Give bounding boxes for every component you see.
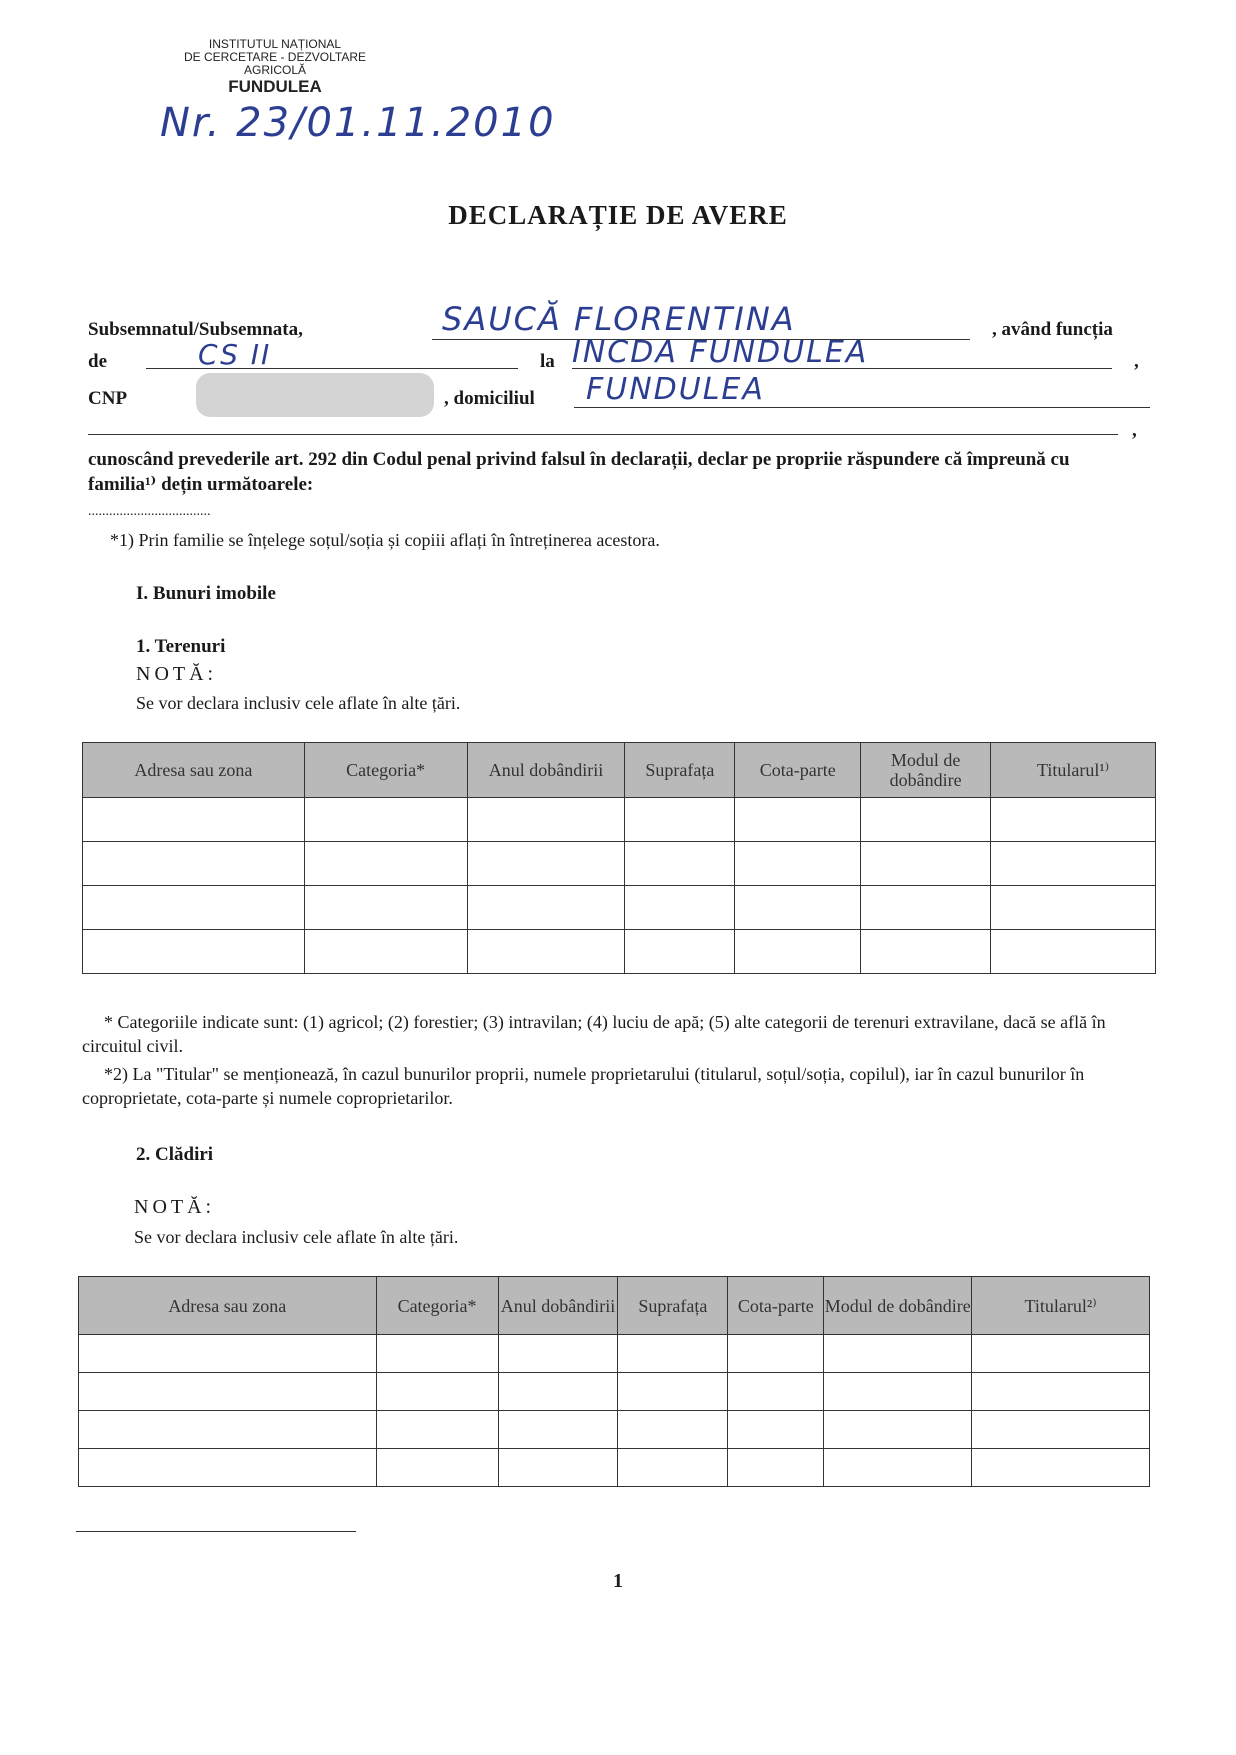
table-cell (79, 1411, 377, 1449)
cnp-label: CNP (88, 388, 128, 409)
table-cell (498, 1449, 618, 1487)
table-cell (376, 1411, 498, 1449)
table-cell (83, 886, 305, 930)
table-cell (304, 930, 467, 974)
table-cell (467, 886, 625, 930)
col-header: Titularul¹⁾ (991, 743, 1156, 798)
table-cell (618, 1335, 728, 1373)
table-row (79, 1411, 1150, 1449)
table-cell (304, 798, 467, 842)
table-cell (824, 1373, 972, 1411)
footnote-separator (76, 1531, 356, 1532)
table-cell (735, 886, 861, 930)
institution-stamp (150, 38, 400, 97)
section-bunuri-imobile: I. Bunuri imobile (136, 583, 276, 604)
stamp-line-2: DE CERCETARE - DEZVOLTARE (183, 50, 367, 64)
table-cell (79, 1449, 377, 1487)
col-header: Categoria* (376, 1277, 498, 1335)
col-header: Anul dobândirii (467, 743, 625, 798)
table-cell (735, 842, 861, 886)
col-header: Adresa sau zona (83, 743, 305, 798)
table-cell (618, 1373, 728, 1411)
table-cell (83, 798, 305, 842)
name-value: SAUCĂ FLORENTINA (442, 300, 796, 338)
table-cell (83, 930, 305, 974)
col-header: Modul de dobândire (861, 743, 991, 798)
table-cell (625, 842, 735, 886)
col-header: Cota-parte (735, 743, 861, 798)
table-cell (467, 842, 625, 886)
avand-functia-label: , având funcția (992, 319, 1113, 340)
stamp-line-3: AGRICOLĂ (243, 63, 306, 77)
de-label: de (88, 351, 107, 372)
col-header: Cota-parte (728, 1277, 824, 1335)
table-header-row (83, 743, 1156, 798)
table-cell (304, 842, 467, 886)
table-cell (824, 1411, 972, 1449)
footnote-family: *1) Prin familie se înțelege soțul/soția și copiii aflați în întreținerea acestora. (110, 530, 660, 550)
table-row (79, 1335, 1150, 1373)
table-cell (991, 842, 1156, 886)
col-header: Modul de dobândire (824, 1277, 972, 1335)
table-cell (728, 1449, 824, 1487)
declaration-text: cunoscând prevederile art. 292 din Codul penal privind falsul în declarații, declar pe propriie răspundere că împreună cu familia¹⁾ dețin următoarele: (88, 449, 1070, 495)
table-cell (728, 1373, 824, 1411)
table-cell (861, 842, 991, 886)
table-cell (625, 886, 735, 930)
table-row (79, 1449, 1150, 1487)
table-cell (861, 886, 991, 930)
domiciliul-label: , domiciliul (444, 388, 535, 409)
table-cell (824, 1449, 972, 1487)
subsemnatul-label: Subsemnatul/Subsemnata, (88, 319, 303, 340)
table-cell (824, 1335, 972, 1373)
table-row (83, 842, 1156, 886)
table-cell (467, 798, 625, 842)
heading-cladiri: 2. Clădiri (136, 1144, 214, 1165)
table-row (79, 1373, 1150, 1411)
table-cell (991, 886, 1156, 930)
col-header: Suprafața (618, 1277, 728, 1335)
functia-value: CS II (198, 338, 272, 371)
stamp-line-4: FUNDULEA (228, 77, 322, 96)
table-cell (376, 1373, 498, 1411)
table-cell (79, 1335, 377, 1373)
table-cell (735, 798, 861, 842)
table-cell (376, 1449, 498, 1487)
heading-terenuri: 1. Terenuri (136, 636, 226, 657)
functia-line (146, 368, 518, 369)
nota-text-cladiri: Se vor declara inclusiv cele aflate în alte țări. (134, 1227, 459, 1247)
table-cell (79, 1373, 377, 1411)
table-cell (467, 930, 625, 974)
col-header: Titularul²⁾ (972, 1277, 1150, 1335)
page-title: DECLARAȚIE DE AVERE (448, 200, 788, 230)
col-header: Adresa sau zona (79, 1277, 377, 1335)
comma-1: , (1134, 351, 1139, 372)
la-label: la (540, 351, 555, 372)
table-header-row (79, 1277, 1150, 1335)
institutia-line (572, 368, 1112, 369)
registration-number: Nr. 23/01.11.2010 (160, 100, 556, 146)
table-cell (728, 1411, 824, 1449)
table-cell (83, 842, 305, 886)
table-cell (618, 1411, 728, 1449)
page-number: 1 (613, 1570, 623, 1592)
table-row (83, 930, 1156, 974)
nota-text-terenuri: Se vor declara inclusiv cele aflate în alte țări. (136, 693, 461, 713)
table-cell (498, 1335, 618, 1373)
nota-terenuri: NOTĂ: (136, 663, 218, 685)
table-cell (304, 886, 467, 930)
address-continuation-line (88, 434, 1118, 435)
institutia-value: INCDA FUNDULEA (572, 335, 869, 370)
table-cell (972, 1373, 1150, 1411)
domiciliul-value: FUNDULEA (586, 372, 765, 407)
table-cell (618, 1449, 728, 1487)
table-cell (861, 798, 991, 842)
domiciliul-line (574, 407, 1150, 408)
nota-cladiri: NOTĂ: (134, 1196, 216, 1218)
col-header: Anul dobândirii (498, 1277, 618, 1335)
table-cell (376, 1335, 498, 1373)
terenuri-table (82, 742, 1156, 974)
table-cell (625, 930, 735, 974)
table-cell (728, 1335, 824, 1373)
categorii-note: * Categoriile indicate sunt: (1) agricol; (2) forestier; (3) intravilan; (4) luciu de apă; (5) alte categorii de terenuri extravilane, dacă se află în circuitul civil. (82, 1012, 1106, 1056)
col-header: Suprafața (625, 743, 735, 798)
table-cell (972, 1411, 1150, 1449)
table-cell (861, 930, 991, 974)
titular-note: *2) La "Titular" se menționează, în cazul bunurilor proprii, numele proprietarului (titularul, soțul/soția, copilul), iar în cazul bunurilor în coproprietate, cota-parte și numele coproprietarilor. (82, 1064, 1085, 1108)
col-header: Categoria* (304, 743, 467, 798)
table-cell (498, 1411, 618, 1449)
table-row (83, 886, 1156, 930)
cladiri-table (78, 1276, 1150, 1487)
table-cell (972, 1449, 1150, 1487)
dots-separator: ................................... (88, 504, 211, 519)
comma-2: , (1132, 420, 1137, 441)
cnp-redacted (196, 373, 434, 417)
table-cell (735, 930, 861, 974)
table-cell (991, 798, 1156, 842)
table-cell (498, 1373, 618, 1411)
stamp-line-1: INSTITUTUL NAȚIONAL (208, 37, 342, 51)
table-cell (625, 798, 735, 842)
table-cell (991, 930, 1156, 974)
table-cell (972, 1335, 1150, 1373)
table-row (83, 798, 1156, 842)
